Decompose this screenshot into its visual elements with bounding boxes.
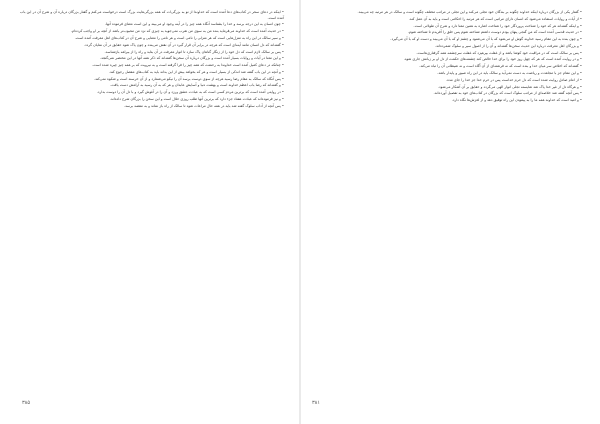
paragraph: • پس بر سالک لازم است که دل خود را از زنگار گناهان پاک سازد تا انوار معرفت در آن بتابد و راه را از بیراهه بازشناسد. [104,49,284,54]
paragraph: • و امید است که خداوند همه ما را به پیمودن این راه توفیق دهد و از لغزش‌ها نگاه دارد. [451,98,582,103]
paragraph: • و اینکه گفته‌اند هر که خود را شناخت پروردگار خود را شناخت اشاره به همین معنا دارد و شرح آن طولانی است. [413,23,582,28]
paragraph: • پس بر سالک است که در مراقبت خود کوشا باشد و از غفلت بپرهیزد که غفلت سرچشمه همه گرفتاری‌هاست. [416,50,582,55]
paragraph: • در حدیث آمده است که خداوند می‌فرماید بنده من به سوی من تقرب نمی‌جوید به چیزی که نزد من محبوب‌تر باشد از آنچه بر او واجب کرده‌ام. [70,29,284,34]
paragraph: • پس آنچه گفته شد خلاصه‌ای از مراتب سلوک است که بزرگان در کتاب‌های خود به تفصیل آورده‌اند. [433,91,582,96]
paragraph: • و سیر سالک در این راه به منزل‌هایی است که هر منزلی را نامی است و هر نامی را معنایی و شرح آن در کتاب‌های اهل معرفت آمده است. [74,35,284,40]
paragraph: • و نیز فرموده‌اند که عبادت هفتاد جزء دارد که برترین آنها طلب روزی حلال است و این سخن را بزرگان شرح داده‌اند. [109,96,284,101]
paragraph: • چون انسان به این درجه برسد و خدا را بشناسد آنگاه همه چیز را در آینه وجود او می‌بیند و این است معنای فرموده آنها. [104,22,284,27]
left-page-text [20,10,284,111]
paragraph: • و گفته‌اند که رضا باب اعظم خداوند است و بهشت دنیا و آسایش عابدان و هر که به آن رسید به آرامش دست یافت. [110,83,284,88]
paragraph: • گفته‌اند که اخلاص سر میان خدا و بنده است که نه فرشته‌ای از آن آگاه است و نه شیطانی آن را تباه می‌کند. [419,64,582,69]
paragraph: • گفتار یکی از بزرگان درباره اینکه خداوند چگونه بر بندگان خود تجلی می‌کند و این تجلی در مراتب مختلف چگونه است و سالک در هر مرتبه چه می‌بیند. [357,10,582,14]
paragraph: • چنانکه در دعای کمیل آمده است خداوندا به رحمتت که همه چیز را فرا گرفته است و به نیرویت که بر همه چیز چیره شده است. [92,63,284,68]
paragraph: • در روایتی آمده است که برترین مردم کسی است که به عبادت عشق ورزد و آن را در آغوش گیرد و با دل آن را دوست بدارد. [96,90,284,95]
paragraph: • و چون بنده به این مقام رسید خداوند گوش او می‌شود که با آن می‌شنود و چشم او که با آن می‌بیند و دست او که با آن می‌گیرد. [390,37,582,42]
paragraph: • و هرگاه دل از غیر خدا پاک شد شایسته تجلی انوار الهی می‌گردد و حقایق بر آن آشکار می‌شود. [437,84,582,89]
paragraph: • و این مقام جز با مجاهدت و ریاضت به دست نمی‌آید و سالک باید در این راه صبور و پایدار باشد. [437,71,582,76]
left-page-number: ۳۸۵ [22,400,31,406]
paragraph: • از امام صادق روایت شده است که دل حرم خداست پس در حرم خدا جز خدا را جای مده. [445,77,582,82]
paragraph: • و این معنا در آیات و روایات بسیار آمده است و بزرگان درباره آن سخن‌ها گفته‌اند که ذکر همه آنها در این مختصر نمی‌گنجد. [99,56,284,61]
paragraph: • و آنچه در این باب گفته شد اندکی از بسیار است و هر که بخواهد بیش از این بداند باید به کتاب‌های مفصل رجوع کند. [108,69,284,74]
paragraph: • پس آنچه از آداب سلوک گفته شد باید در همه حال مراعات شود تا سالک از راه باز نماند و به مقصد برسد. [124,103,284,108]
paragraph: • از آیات و روایات استفاده می‌شود که انسان دارای مراتبی است که هر مرتبه را احکامی است و باید به آن عمل کند. [408,16,582,21]
paragraph: • پس آنگاه که سالک به مقام رضا رسید هرچه از سوی دوست برسد آن را نیکو می‌شمارد و از آن خرسند است و شکوه نمی‌کند. [93,76,284,81]
paragraph: • و بزرگان اهل معرفت درباره این حدیث سخن‌ها گفته‌اند و آن را از اصول سیر و سلوک شمرده‌اند. [434,43,582,48]
right-page-number: ۳۸۱ [312,400,321,406]
paragraph: • گفته‌اند که دل انسان مانند آینه‌ای است که هرچه در برابر آن قرار گیرد در آن نقش می‌بندد و چون پاک شود حقایق در آن نمایان گردد. [83,42,284,47]
paragraph: • در حدیث قدسی آمده است که من گنجی پنهان بودم دوست داشتم شناخته شوم پس خلق را آفریدم تا شناخته شوم. [407,30,582,35]
paragraph: • اینکه در دعای سحر در کتاب‌های دعا آمده است که خداوندا از تو به بزرگی‌ات که همه بزرگی‌هایت بزرگ است درخواست می‌کنم و گفتار بزرگان درباره آن و شرح آن در این باب آمده است. [20,10,284,20]
right-page [300,0,600,424]
paragraph: • و در روایت آمده است که هر که چهل روز خود را برای خدا خالص کند چشمه‌های حکمت از دل او بر زبانش جاری شود. [403,57,582,62]
right-page-text [316,10,582,105]
